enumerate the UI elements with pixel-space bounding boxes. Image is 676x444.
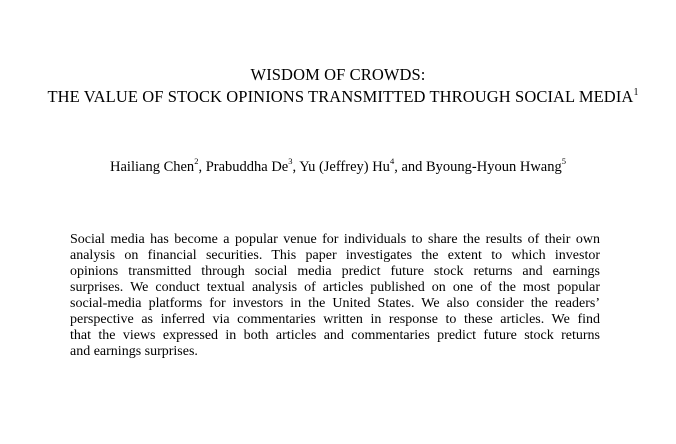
title-line-2 (0, 86, 676, 108)
author-name: Hailiang Chen (110, 159, 195, 175)
abstract-line: surprises. We conduct textual analysis of articles published on one of the most popular (70, 280, 600, 295)
abstract-line: opinions transmitted through social media predict future stock returns and earnings (70, 264, 600, 279)
abstract-line: social-media platforms for investors in the United States. We also consider the readers’ (70, 296, 600, 311)
author-name: Prabuddha De (205, 159, 289, 175)
abstract-line: that the views expressed in both articles and commentaries predict future stock returns (70, 328, 600, 343)
paper-title (0, 64, 676, 108)
author-footnote-marker: 5 (561, 156, 566, 167)
author-footnote-marker: 4 (389, 156, 395, 167)
author-separator: , (198, 159, 206, 175)
abstract (70, 232, 600, 360)
title-line-2-text: THE VALUE OF STOCK OPINIONS TRANSMITTED THROUGH SOCIAL MEDIA (47, 87, 634, 106)
author-footnote-marker: 3 (288, 156, 293, 167)
abstract-line: perspective as inferred via commentaries written in response to these articles. We find (70, 312, 600, 327)
author-footnote-marker: 2 (194, 156, 199, 167)
author-name: Yu (Jeffrey) Hu (299, 159, 390, 175)
author-separator: , (292, 159, 300, 175)
abstract-line: analysis on financial securities. This paper investigates the extent to which investor (70, 248, 600, 263)
abstract-line: Social media has become a popular venue for individuals to share the results of their own (70, 232, 600, 247)
author-list (0, 157, 676, 177)
title-footnote-marker: 1 (633, 86, 639, 98)
title-line-1: WISDOM OF CROWDS: (250, 65, 426, 84)
author-name: Byoung-Hyoun Hwang (426, 159, 562, 175)
author-separator: , and (394, 159, 426, 175)
abstract-line: and earnings surprises. (70, 344, 198, 359)
